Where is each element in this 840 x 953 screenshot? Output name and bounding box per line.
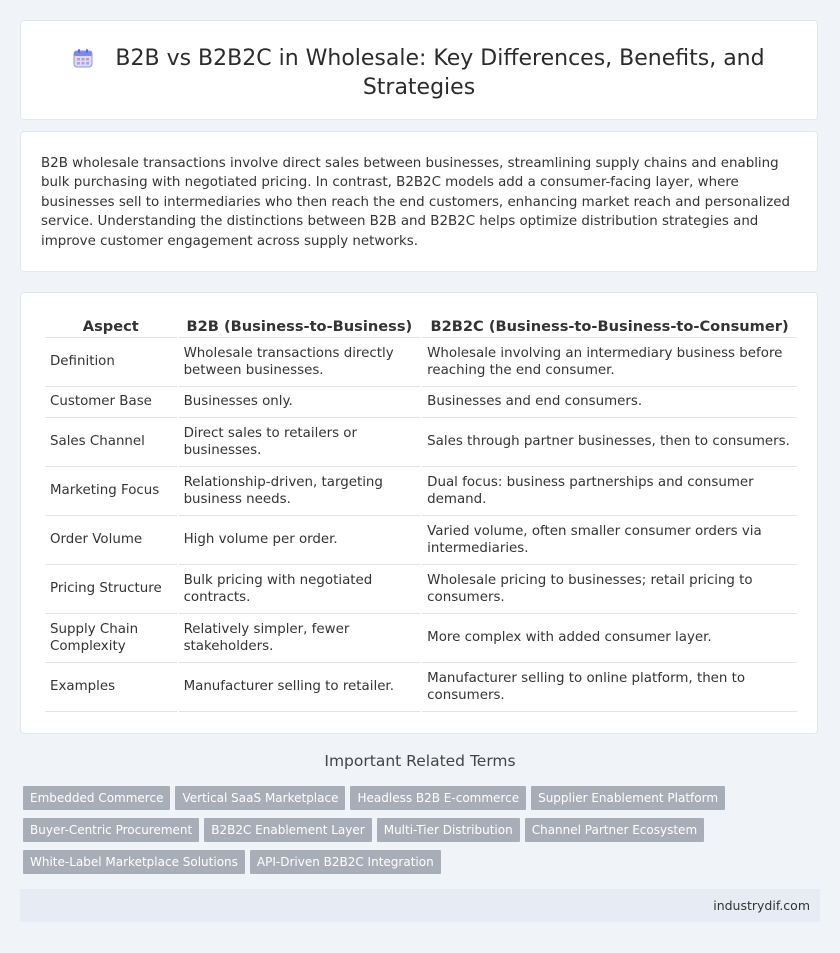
b2b2c-cell: Sales through partner businesses, then to consumers. bbox=[422, 418, 797, 467]
calendar-icon bbox=[73, 48, 93, 68]
aspect-cell: Supply Chain Complexity bbox=[45, 614, 177, 663]
b2b-cell: Relatively simpler, fewer stakeholders. bbox=[179, 614, 421, 663]
table-row bbox=[45, 565, 797, 614]
page-title: B2B vs B2B2C in Wholesale: Key Differences, Benefits, and Strategies bbox=[115, 46, 765, 100]
table-header-row bbox=[45, 315, 797, 338]
aspect-cell: Examples bbox=[45, 663, 177, 712]
tag-buyer-centric-procurement[interactable]: Buyer-Centric Procurement bbox=[23, 818, 199, 842]
aspect-cell: Marketing Focus bbox=[45, 467, 177, 516]
intro-paragraph: B2B wholesale transactions involve direct sales between businesses, streamlining supply chains and enabling bulk purchasing with negotiated pricing. In contrast, B2B2C models add a consumer-facing layer, where businesses sell to intermediaries who then reach the end customers, enhancing market reach and personalized service. Understanding the distinctions between B2B and B2B2C helps optimize distribution strategies and improve customer engagement across supply networks. bbox=[41, 156, 790, 249]
header-b2b: B2B (Business-to-Business) bbox=[179, 315, 421, 338]
tag-row bbox=[23, 818, 823, 850]
table-row bbox=[45, 516, 797, 565]
b2b-cell: Businesses only. bbox=[179, 387, 421, 418]
aspect-cell: Definition bbox=[45, 338, 177, 387]
footer-site[interactable]: industrydif.com bbox=[713, 898, 810, 913]
page-title-wrap bbox=[61, 44, 777, 102]
tag-headless-b2b-ecommerce[interactable]: Headless B2B E-commerce bbox=[350, 786, 526, 810]
tag-multi-tier-distribution[interactable]: Multi-Tier Distribution bbox=[377, 818, 520, 842]
tag-channel-partner-ecosystem[interactable]: Channel Partner Ecosystem bbox=[525, 818, 704, 842]
tag-row bbox=[23, 786, 823, 818]
b2b2c-cell: Varied volume, often smaller consumer orders via intermediaries. bbox=[422, 516, 797, 565]
b2b-cell: Bulk pricing with negotiated contracts. bbox=[179, 565, 421, 614]
aspect-cell: Sales Channel bbox=[45, 418, 177, 467]
table-row bbox=[45, 614, 797, 663]
tag-vertical-saas-marketplace[interactable]: Vertical SaaS Marketplace bbox=[175, 786, 345, 810]
b2b2c-cell: Wholesale involving an intermediary business before reaching the end consumer. bbox=[422, 338, 797, 387]
b2b-cell: Direct sales to retailers or businesses. bbox=[179, 418, 421, 467]
related-terms-list bbox=[23, 786, 823, 882]
table-row bbox=[45, 387, 797, 418]
header-aspect: Aspect bbox=[45, 315, 177, 338]
b2b2c-cell: Wholesale pricing to businesses; retail pricing to consumers. bbox=[422, 565, 797, 614]
footer-bar bbox=[20, 889, 820, 922]
b2b-cell: Relationship-driven, targeting business needs. bbox=[179, 467, 421, 516]
b2b-cell: Manufacturer selling to retailer. bbox=[179, 663, 421, 712]
header-b2b2c: B2B2C (Business-to-Business-to-Consumer) bbox=[422, 315, 797, 338]
comparison-card bbox=[20, 292, 818, 734]
aspect-cell: Order Volume bbox=[45, 516, 177, 565]
b2b2c-cell: Businesses and end consumers. bbox=[422, 387, 797, 418]
title-card bbox=[20, 20, 818, 120]
related-terms-heading: Important Related Terms bbox=[324, 752, 516, 770]
comparison-table bbox=[43, 315, 799, 712]
tag-api-driven-b2b2c-integration[interactable]: API-Driven B2B2C Integration bbox=[250, 850, 441, 874]
b2b2c-cell: More complex with added consumer layer. bbox=[422, 614, 797, 663]
b2b-cell: Wholesale transactions directly between businesses. bbox=[179, 338, 421, 387]
b2b-cell: High volume per order. bbox=[179, 516, 421, 565]
table-row bbox=[45, 663, 797, 712]
tag-white-label-marketplace-solutions[interactable]: White-Label Marketplace Solutions bbox=[23, 850, 245, 874]
tag-supplier-enablement-platform[interactable]: Supplier Enablement Platform bbox=[531, 786, 725, 810]
b2b2c-cell: Dual focus: business partnerships and consumer demand. bbox=[422, 467, 797, 516]
table-row bbox=[45, 418, 797, 467]
tag-b2b2c-enablement-layer[interactable]: B2B2C Enablement Layer bbox=[204, 818, 371, 842]
aspect-cell: Customer Base bbox=[45, 387, 177, 418]
table-row bbox=[45, 467, 797, 516]
intro-card bbox=[20, 131, 818, 272]
table-row bbox=[45, 338, 797, 387]
aspect-cell: Pricing Structure bbox=[45, 565, 177, 614]
tag-embedded-commerce[interactable]: Embedded Commerce bbox=[23, 786, 170, 810]
b2b2c-cell: Manufacturer selling to online platform, then to consumers. bbox=[422, 663, 797, 712]
tag-row bbox=[23, 850, 823, 882]
